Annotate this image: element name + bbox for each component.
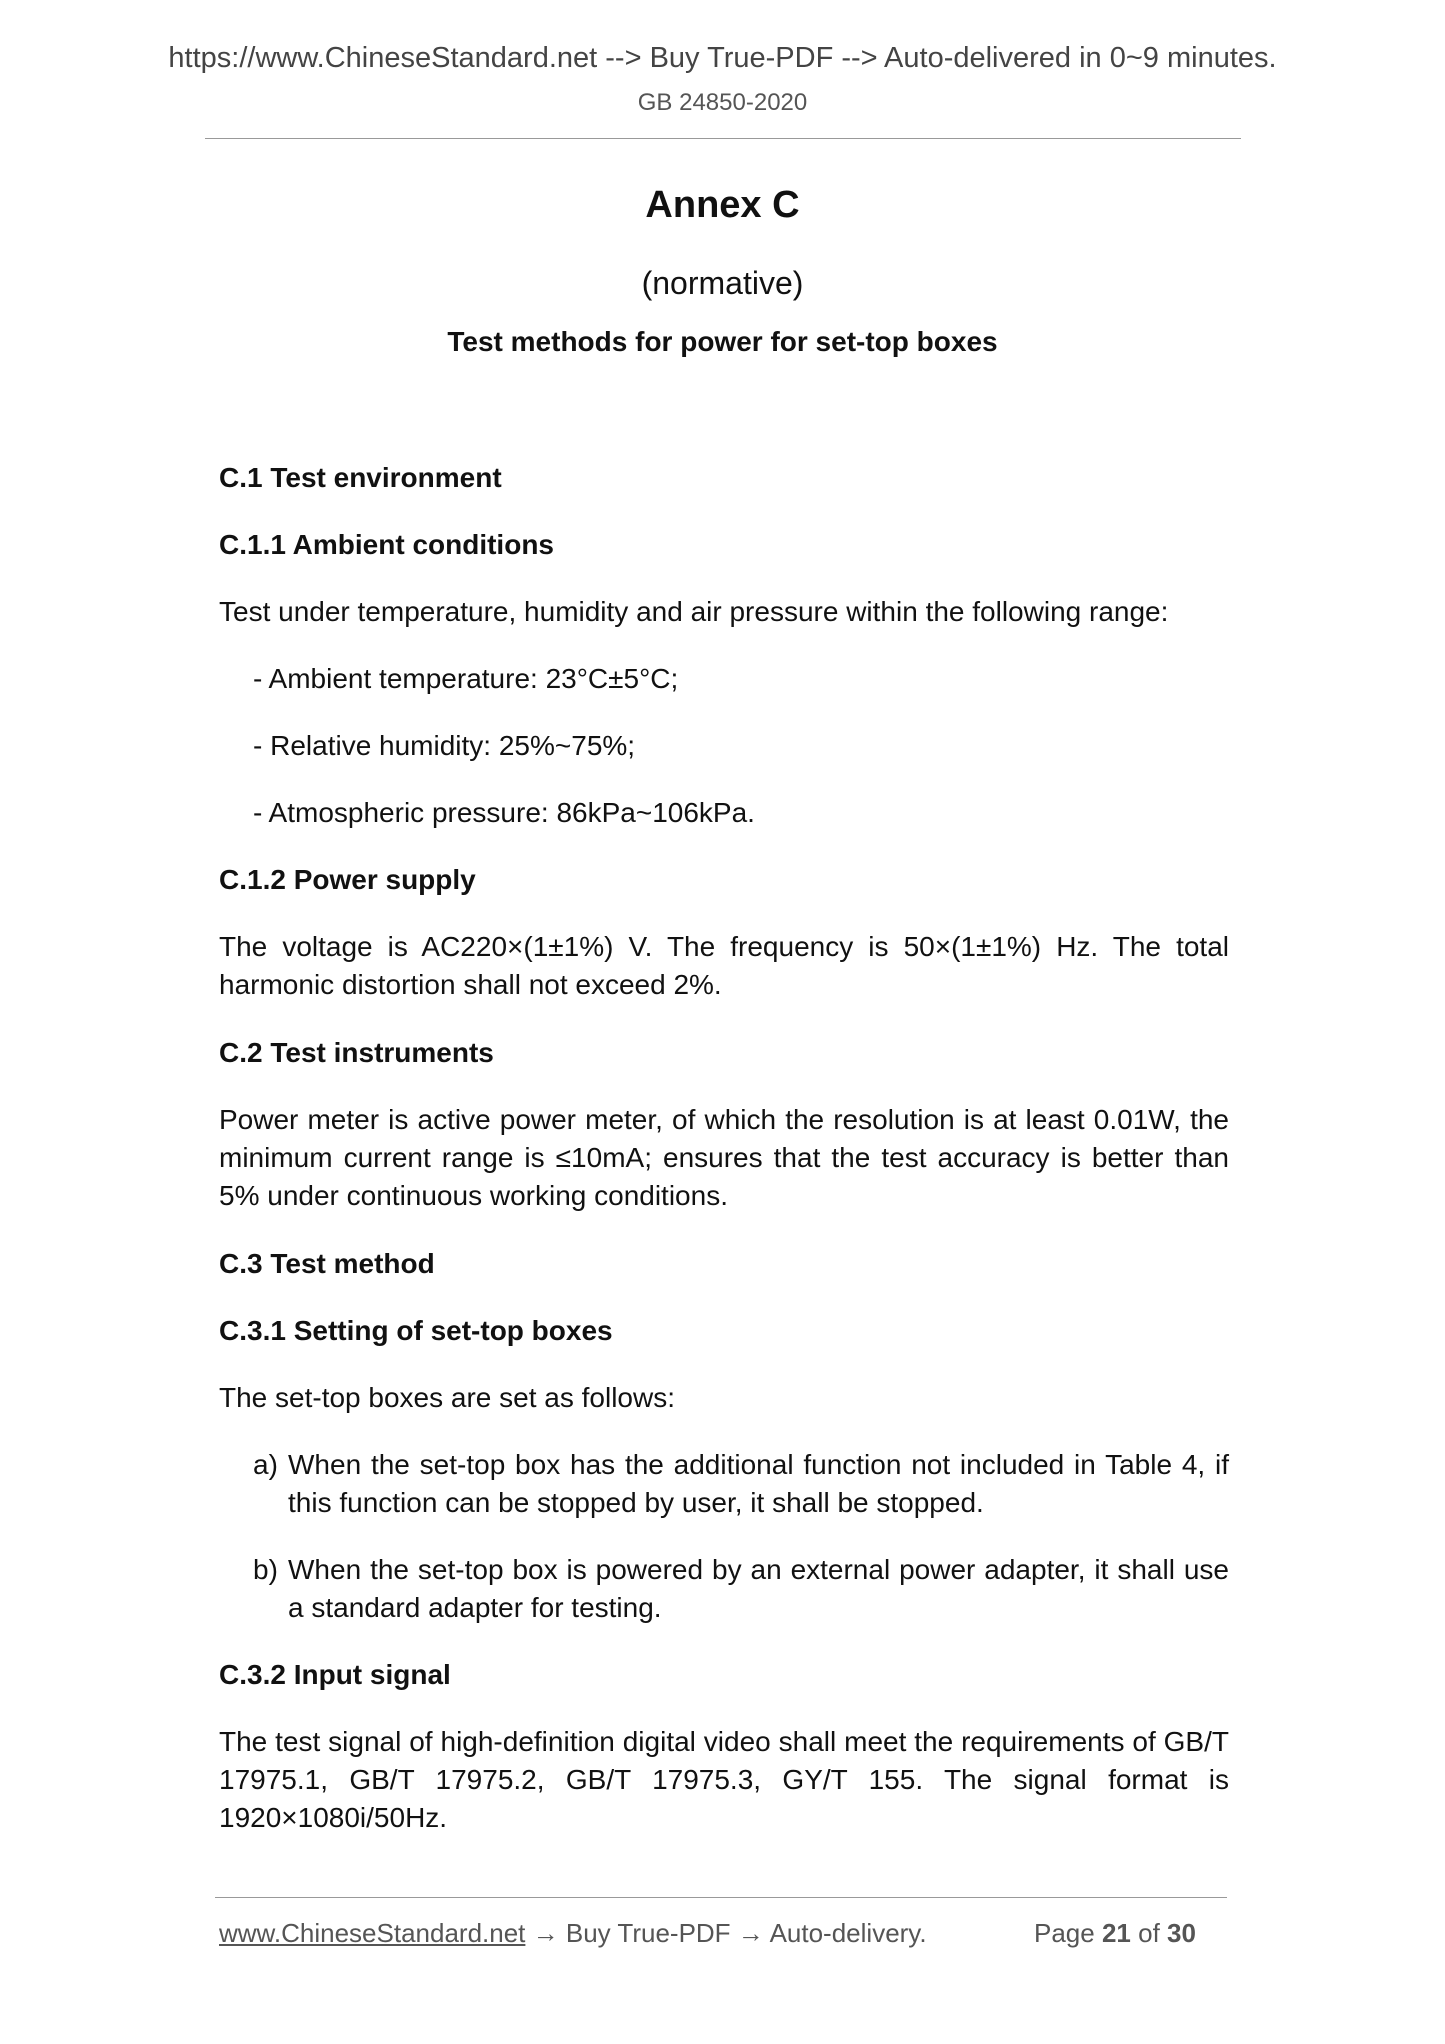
standard-number: GB 24850-2020 bbox=[637, 89, 808, 116]
annex-nature: (normative) bbox=[641, 265, 804, 301]
section-c1-1-intro: Test under temperature, humidity and air pressure within the following range: bbox=[219, 596, 1169, 627]
list-item: - Atmospheric pressure: 86kPa~106kPa. bbox=[253, 797, 755, 828]
list-item: - Ambient temperature: 23°C±5°C; bbox=[253, 663, 679, 694]
section-c3-heading: C.3 Test method bbox=[219, 1248, 435, 1279]
section-c1-heading: C.1 Test environment bbox=[219, 462, 502, 493]
annex-subtitle: Test methods for power for set-top boxes bbox=[447, 326, 998, 357]
top-banner-link[interactable]: https://www.ChineseStandard.net --> Buy True-PDF --> Auto-delivered in 0~9 minutes. bbox=[168, 42, 1277, 74]
footer-left bbox=[219, 1918, 927, 1949]
list-item-label: a) bbox=[253, 1449, 278, 1480]
page-number: 21 bbox=[1101, 1918, 1131, 1948]
section-c1-2-text: The voltage is AC220×(1±1%) V. The frequency is 50×(1±1%) Hz. The total harmonic distortion shall not exceed 2%. bbox=[219, 931, 1229, 1000]
section-c2-heading: C.2 Test instruments bbox=[219, 1037, 494, 1068]
list-item: - Relative humidity: 25%~75%; bbox=[253, 730, 636, 761]
list-item-b bbox=[253, 1551, 1229, 1627]
annex-title: Annex C bbox=[645, 184, 800, 226]
list-item-text: When the set-top box is powered by an external power adapter, it shall use a standard adapter for testing. bbox=[288, 1554, 1229, 1623]
total-pages: 30 bbox=[1167, 1918, 1196, 1948]
section-c3-1-intro: The set-top boxes are set as follows: bbox=[219, 1382, 675, 1413]
section-c3-2-heading: C.3.2 Input signal bbox=[219, 1659, 451, 1690]
section-c1-2-heading: C.1.2 Power supply bbox=[219, 864, 476, 895]
section-c3-1-heading: C.3.1 Setting of set-top boxes bbox=[219, 1315, 613, 1346]
list-item-label: b) bbox=[253, 1554, 278, 1585]
footer-divider bbox=[215, 1897, 1227, 1898]
section-c1-1-heading: C.1.1 Ambient conditions bbox=[219, 529, 554, 560]
footer-tagline: → Buy True-PDF → Auto-delivery. bbox=[525, 1918, 927, 1948]
page-word: Page bbox=[1034, 1918, 1095, 1948]
footer-site-link[interactable]: www.ChineseStandard.net bbox=[219, 1918, 526, 1948]
header-divider bbox=[205, 138, 1241, 139]
of-word: of bbox=[1138, 1918, 1160, 1948]
section-c2-text: Power meter is active power meter, of which the resolution is at least 0.01W, the minimum current range is ≤10mA; ensures that the test accuracy is better than 5% under continuous working conditions. bbox=[219, 1104, 1229, 1211]
section-c3-2-text: The test signal of high-definition digital video shall meet the requirements of GB/T 17975.1, GB/T 17975.2, GB/T 17975.3, GY/T 155. The signal format is 1920×1080i/50Hz. bbox=[219, 1726, 1229, 1833]
page-indicator bbox=[1034, 1918, 1196, 1949]
list-item-a bbox=[253, 1446, 1229, 1522]
list-item-text: When the set-top box has the additional function not included in Table 4, if this function can be stopped by user, it shall be stopped. bbox=[288, 1449, 1229, 1518]
